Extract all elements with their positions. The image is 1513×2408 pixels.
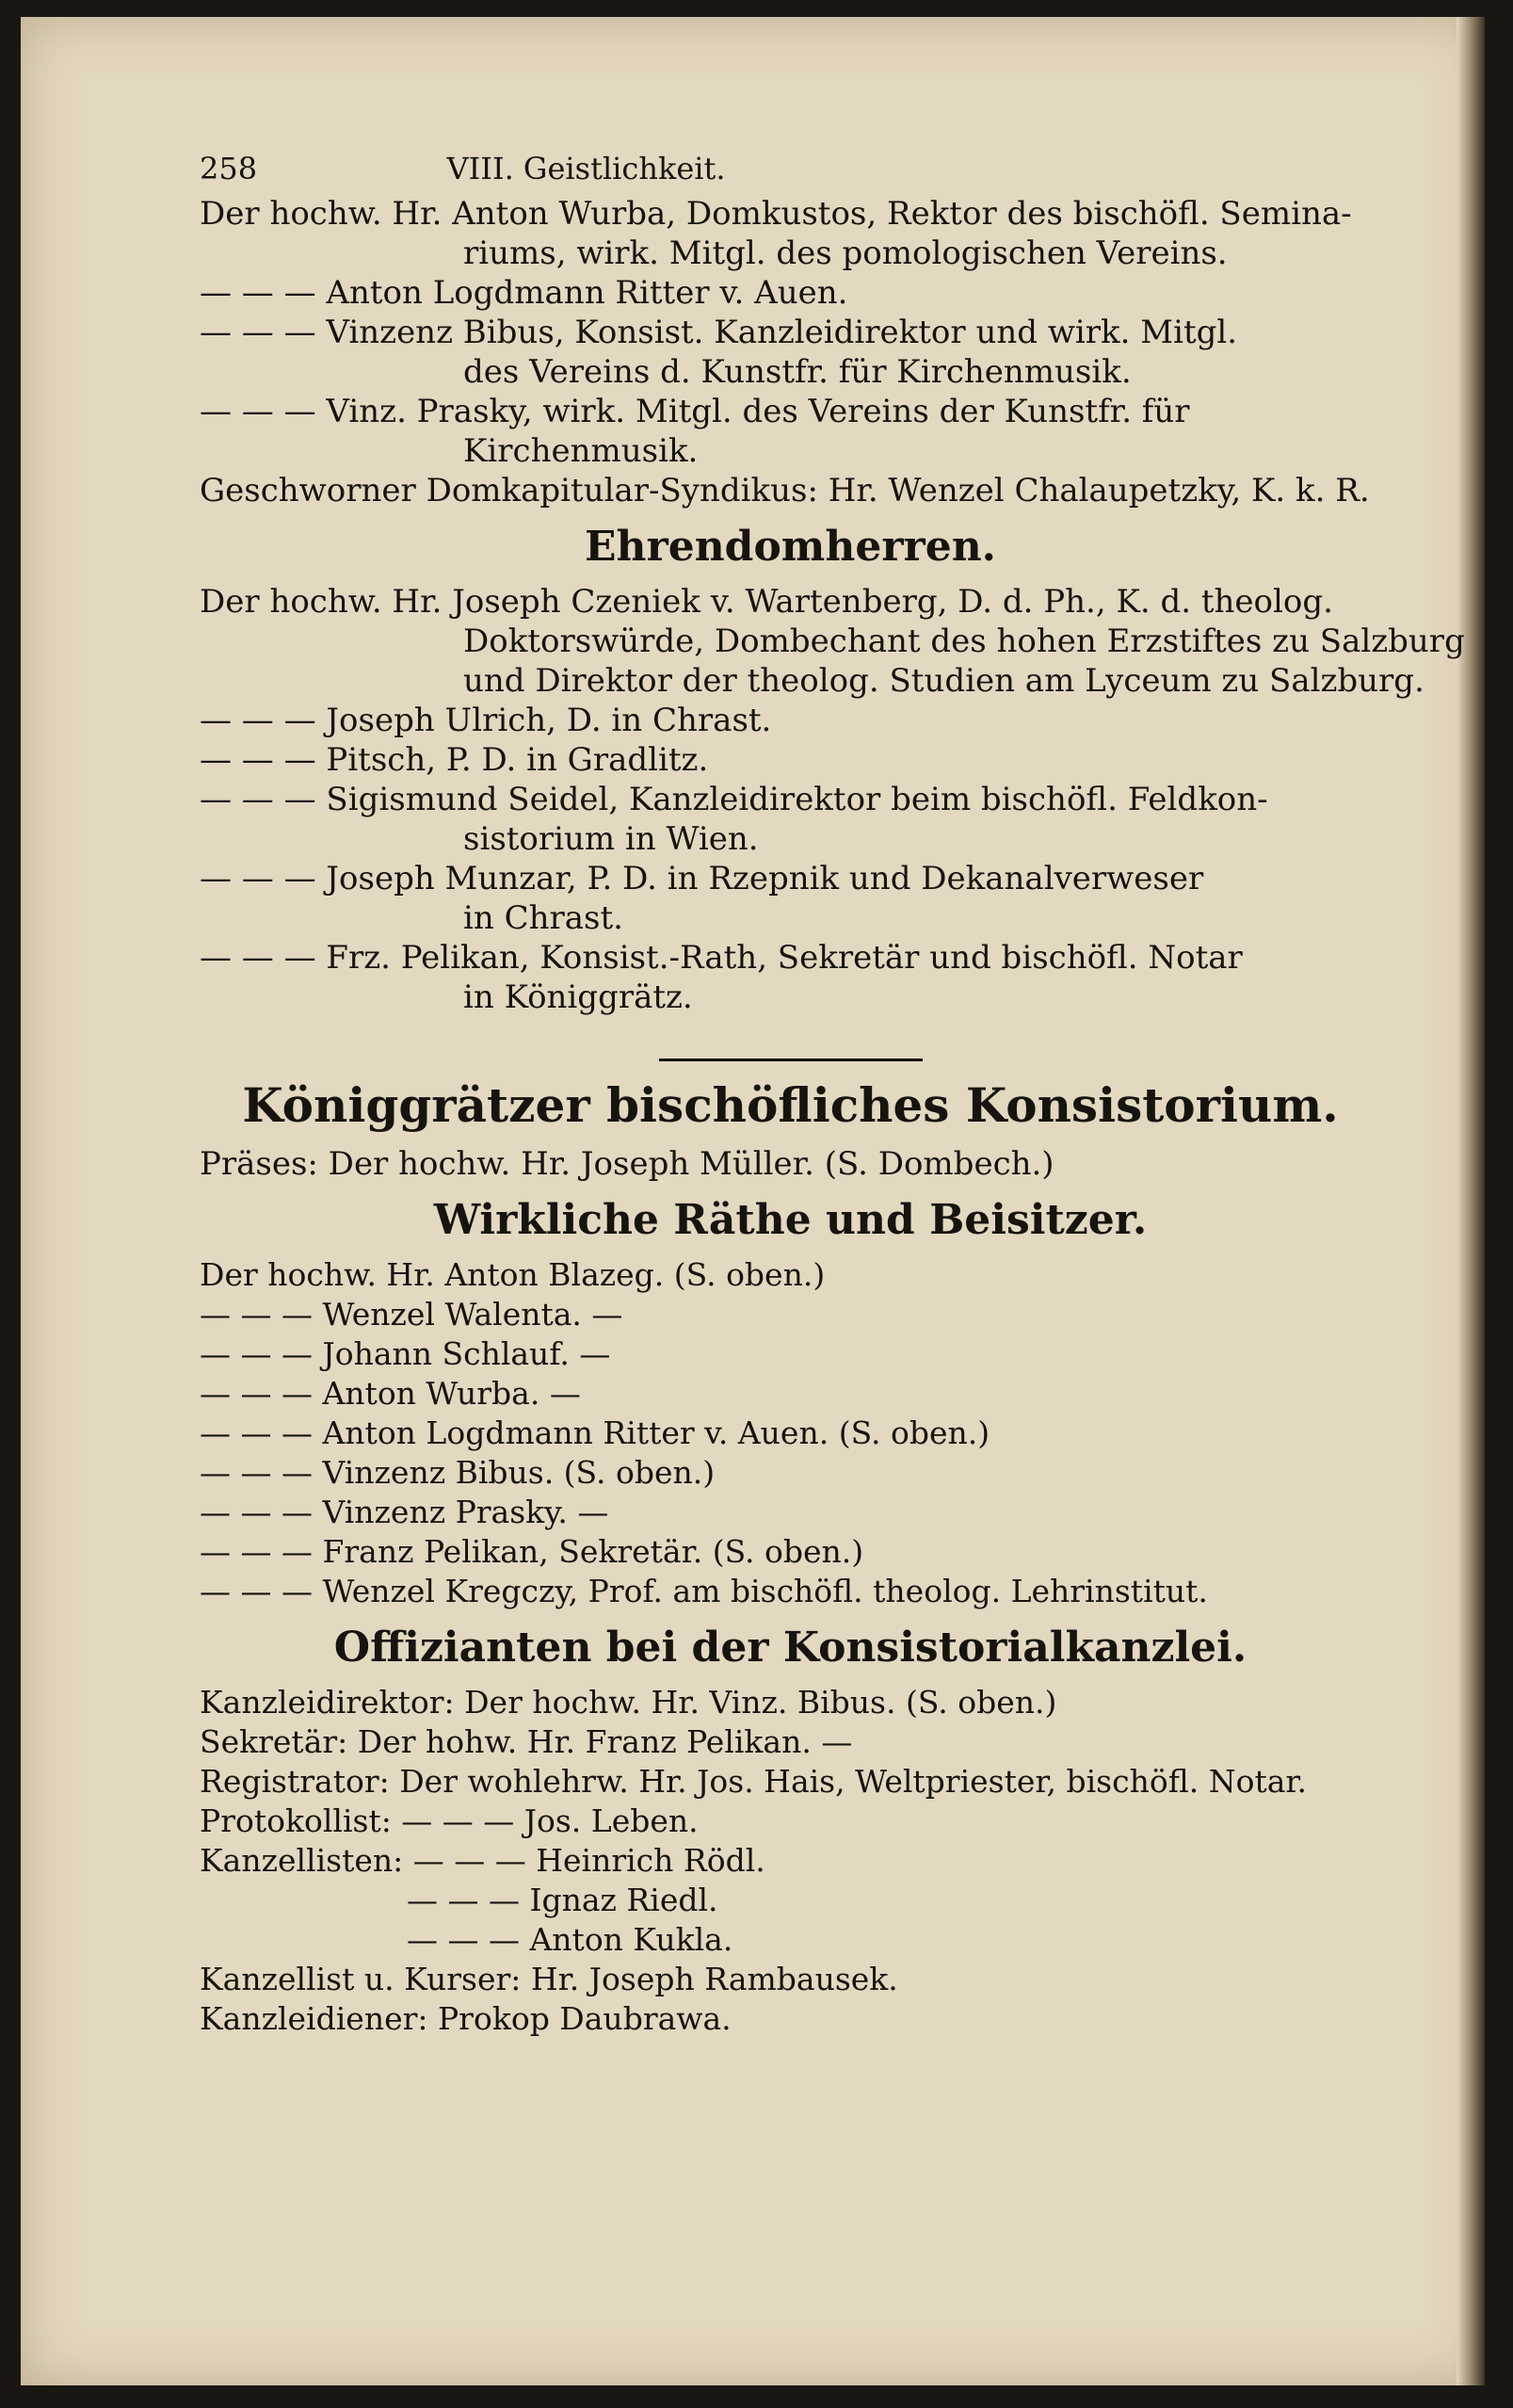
list-item: — — — Vinzenz Prasky. — [200,1494,609,1530]
section-divider [659,1059,923,1061]
list-item: Protokollist: — — — Jos. Leben. [200,1802,699,1839]
text-line: — — — Vinzenz Bibus, Konsist. Kanzleidirektor und wirk. Mitgl. [200,314,1238,351]
raethe-list [200,1255,1381,1611]
text-line: Geschworner Domkapitular-Syndikus: Hr. Wenzel Chalaupetzky, K. k. R. [200,472,1370,509]
list-item: — — — Anton Kukla. [407,1921,733,1958]
book-page [21,17,1485,2385]
list-item: Sekretär: Der hohw. Hr. Franz Pelikan. — [200,1723,853,1760]
text-line: des Vereins d. Kunstfr. für Kirchenmusik. [463,353,1132,391]
text-line: — — — Anton Logdmann Ritter v. Auen. [200,274,848,312]
list-item: Der hochw. Hr. Anton Blazeg. (S. oben.) [200,1256,826,1293]
list-item: Kanzellisten: — — — Heinrich Rödl. [200,1842,765,1879]
running-header [200,149,915,188]
heading-ehrendomherren: Ehrendomherren. [584,523,996,571]
list-item: — — — Franz Pelikan, Sekretär. (S. oben.) [200,1533,864,1570]
page-binding-shadow [1457,17,1485,2385]
text-line: und Direktor der theolog. Studien am Lyceum zu Salzburg. [463,662,1424,700]
list-item: — — — Wenzel Walenta. — [200,1296,623,1333]
text-line: Der hochw. Hr. Anton Wurba, Domkustos, Rektor des bischöfl. Semina- [200,195,1352,233]
page-number: 258 [200,151,258,186]
list-item: — — — Anton Wurba. — [200,1375,581,1412]
text-line: sistorium in Wien. [463,820,759,858]
text-line: Doktorswürde, Dombechant des hohen Erzstiftes zu Salzburg [463,622,1465,660]
list-item: — — — Ignaz Riedl. [407,1882,718,1918]
list-item: Kanzleidiener: Prokop Daubrawa. [200,2000,732,2037]
list-item: — — — Wenzel Kregczy, Prof. am bischöfl. theolog. Lehrinstitut. [200,1573,1208,1609]
text-line: Der hochw. Hr. Joseph Czeniek v. Wartenberg, D. d. Ph., K. d. theolog. [200,583,1333,621]
heading-konsistorium: Königgrätzer bischöfliches Konsistorium. [242,1077,1339,1133]
text-line: — — — Sigismund Seidel, Kanzleidirektor beim bischöfl. Feldkon- [200,781,1268,818]
section-title: VIII. Geistlichkeit. [446,151,726,186]
offizianten-list [200,1683,1381,2039]
list-item: — — — Vinzenz Bibus. (S. oben.) [200,1454,716,1491]
text-line: — — — Joseph Ulrich, D. in Chrast. [200,702,772,739]
text-line: — — — Joseph Munzar, P. D. in Rzepnik und Dekanalverweser [200,860,1204,897]
text-line: — — — Frz. Pelikan, Konsist.-Rath, Sekretär und bischöfl. Notar [200,939,1243,977]
page-content [200,149,1465,2039]
list-item: — — — Johann Schlauf. — [200,1335,611,1372]
text-line: — — — Pitsch, P. D. in Gradlitz. [200,741,709,779]
list-item: Kanzleidirektor: Der hochw. Hr. Vinz. Bibus. (S. oben.) [200,1684,1057,1721]
text-line: in Chrast. [463,899,623,937]
text-line: in Königgrätz. [463,978,693,1016]
text-line: — — — Vinz. Prasky, wirk. Mitgl. des Vereins der Kunstfr. für [200,393,1190,430]
praeses-line: Präses: Der hochw. Hr. Joseph Müller. (S. Dombech.) [200,1145,1054,1183]
heading-raethe: Wirkliche Räthe und Beisitzer. [433,1196,1148,1244]
text-line: riums, wirk. Mitgl. des pomologischen Vereins. [463,234,1228,272]
text-line: Kirchenmusik. [463,432,699,470]
list-item: — — — Anton Logdmann Ritter v. Auen. (S. oben.) [200,1414,990,1451]
list-item: Kanzellist u. Kurser: Hr. Joseph Rambausek. [200,1961,898,1997]
heading-offizianten: Offizianten bei der Konsistorialkanzlei. [333,1624,1247,1672]
list-item: Registrator: Der wohlehrw. Hr. Jos. Hais, Weltpriester, bischöfl. Notar. [200,1763,1308,1800]
